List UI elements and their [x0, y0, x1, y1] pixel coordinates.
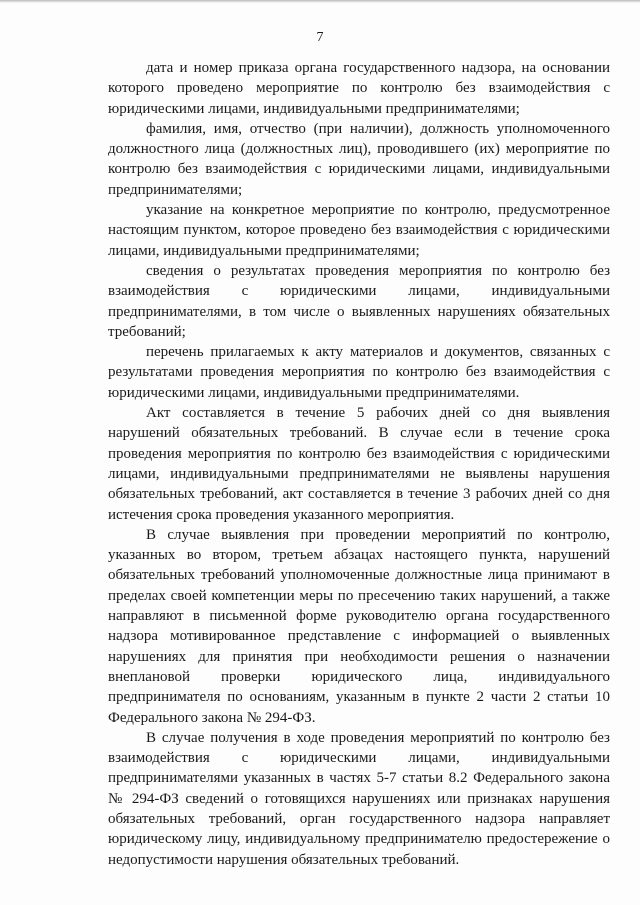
paragraph-order-date: дата и номер приказа органа государственного надзора, на основании которого проведено мероприятие по контролю без взаимодействия с юридическими лицами, индивидуальными предпринимателями; — [108, 60, 610, 117]
page-number: 7 — [316, 30, 324, 45]
paragraph-official-name: фамилия, имя, отчество (при наличии), должность уполномоченного должностного лица (должностных лиц), проводившего (их) мероприятие по контролю без взаимодействия с юридическими лицами, индивидуальными предпринимателями; — [108, 120, 610, 198]
paragraph-attachments: перечень прилагаемых к акту материалов и документов, связанных с результатами проведения мероприятия по контролю без взаимодействия с юридическими лицами, индивидуальными предпринимателями. — [108, 344, 610, 401]
scan-edge-shadow — [0, 0, 640, 3]
paragraph-warning: В случае получения в ходе проведения мероприятий по контролю без взаимодействия с юридическими лицами, индивидуальными предпринимателями указанных в частях 5-7 статьи 8.2 Федерального закона № 294-ФЗ сведений о готовящихся нарушениях или признаках нарушения обязательных требований, орган государственного надзора направляет юридическому лицу, индивидуальному предпринимателю предостережение о недопустимости нарушения обязательных требований. — [108, 729, 610, 868]
paragraph-act-deadline: Акт составляется в течение 5 рабочих дней со дня выявления нарушений обязательных требований. В случае если в течение срока проведения мероприятия по контролю без взаимодействия с юридическими лицами, индивидуальными предпринимателями не выявлены нарушения обязательных требований, акт составляется в течение 3 рабочих дней со дня истечения срока проведения указанного мероприятия. — [108, 405, 610, 523]
paragraph-results: сведения о результатах проведения мероприятия по контролю без взаимодействия с юридическими лицами, индивидуальными предпринимателями, в том числе о выявленных нарушениях обязательных требований; — [108, 262, 610, 340]
paragraph-violations-measures: В случае выявления при проведении мероприятий по контролю, указанных во втором, третьем абзацах настоящего пункта, нарушений обязательных требований уполномоченные должностные лица принимают в пределах своей компетенции меры по пресечению таких нарушений, а также направляют в письменной форме руководителю органа государственного надзора мотивированное представление с информацией о выявленных нарушениях для принятия при необходимости решения о назначении внеплановой проверки юридического лица, индивидуального предпринимателя по основаниям, указанным в пункте 2 части 2 статьи 10 Федерального закона № 294-ФЗ. — [108, 526, 610, 726]
paragraph-measure-type: указание на конкретное мероприятие по контролю, предусмотренное настоящим пунктом, которое проведено без взаимодействия с юридическими лицами, индивидуальными предпринимателями; — [108, 202, 610, 259]
document-body — [108, 58, 610, 870]
